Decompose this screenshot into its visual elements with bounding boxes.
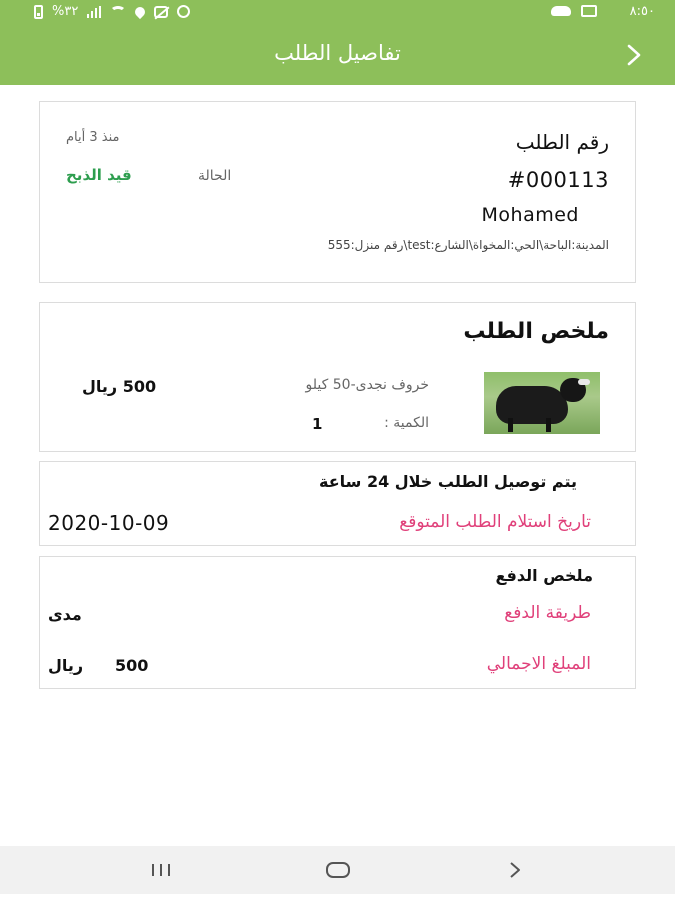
recent-apps-button[interactable] [141, 856, 181, 884]
location-icon [133, 4, 147, 18]
status-left-icons [34, 4, 190, 19]
payment-summary-card [39, 556, 636, 689]
page-title: تفاصيل الطلب [274, 41, 401, 65]
alarm-icon [177, 5, 190, 18]
home-button[interactable] [318, 856, 358, 884]
status-label: الحالة [198, 168, 232, 184]
sheep-body [496, 386, 568, 424]
payment-summary-heading: ملخص الدفع [495, 566, 593, 585]
product-price: 500 ريال [82, 377, 157, 396]
image-icon [581, 5, 597, 17]
chevron-right-icon [508, 861, 522, 879]
quantity-label: الكمية : [384, 415, 429, 431]
total-currency: ريال [48, 656, 84, 675]
status-right-icons [551, 5, 597, 17]
product-image [484, 372, 600, 434]
wifi-icon [110, 6, 126, 18]
quantity-value: 1 [312, 415, 323, 433]
chevron-right-icon [626, 44, 642, 66]
expected-date-label: تاريخ استلام الطلب المتوقع [399, 512, 591, 532]
status-time: ٨:٥٠ [629, 4, 655, 19]
recent-apps-icon [149, 862, 173, 878]
order-number: #000113 [507, 168, 609, 192]
total-amount-label: المبلغ الاجمالي [486, 654, 591, 674]
system-nav-bar [0, 846, 675, 894]
order-summary-heading: ملخص الطلب [463, 319, 609, 344]
mute-icon [154, 6, 168, 18]
order-summary-card [39, 302, 636, 452]
cloud-icon [551, 6, 571, 16]
battery-percent: %٣٢ [52, 4, 79, 19]
sheep-leg [508, 418, 513, 432]
system-back-button[interactable] [495, 856, 535, 884]
payment-method-label: طريقة الدفع [504, 603, 591, 623]
total-amount-value: 500 [115, 656, 149, 675]
delivery-card [39, 461, 636, 546]
expected-date-value: 2020-10-09 [48, 511, 170, 535]
delivery-note: يتم توصيل الطلب خلال 24 ساعة [318, 472, 577, 491]
back-button[interactable] [619, 40, 649, 70]
home-icon [325, 861, 351, 879]
delivery-address: المدينة:الباحة\الحي:المخواة\الشارع:test\رقم منزل:555 [327, 238, 609, 252]
customer-name: Mohamed [481, 204, 579, 226]
sheep-leg [546, 418, 551, 432]
status-bar [0, 0, 675, 26]
order-info-card [39, 101, 636, 283]
sheep-ear [578, 379, 590, 385]
payment-method-value: مدى [48, 605, 82, 624]
battery-icon [34, 5, 43, 19]
product-name: خروف نجدى-50 كيلو [305, 377, 429, 393]
app-bar [0, 26, 675, 85]
order-number-label: رقم الطلب [515, 130, 609, 154]
order-age: منذ 3 أيام [66, 130, 120, 145]
status-badge: قيد الذبح [66, 166, 132, 184]
signal-icon [87, 6, 101, 18]
